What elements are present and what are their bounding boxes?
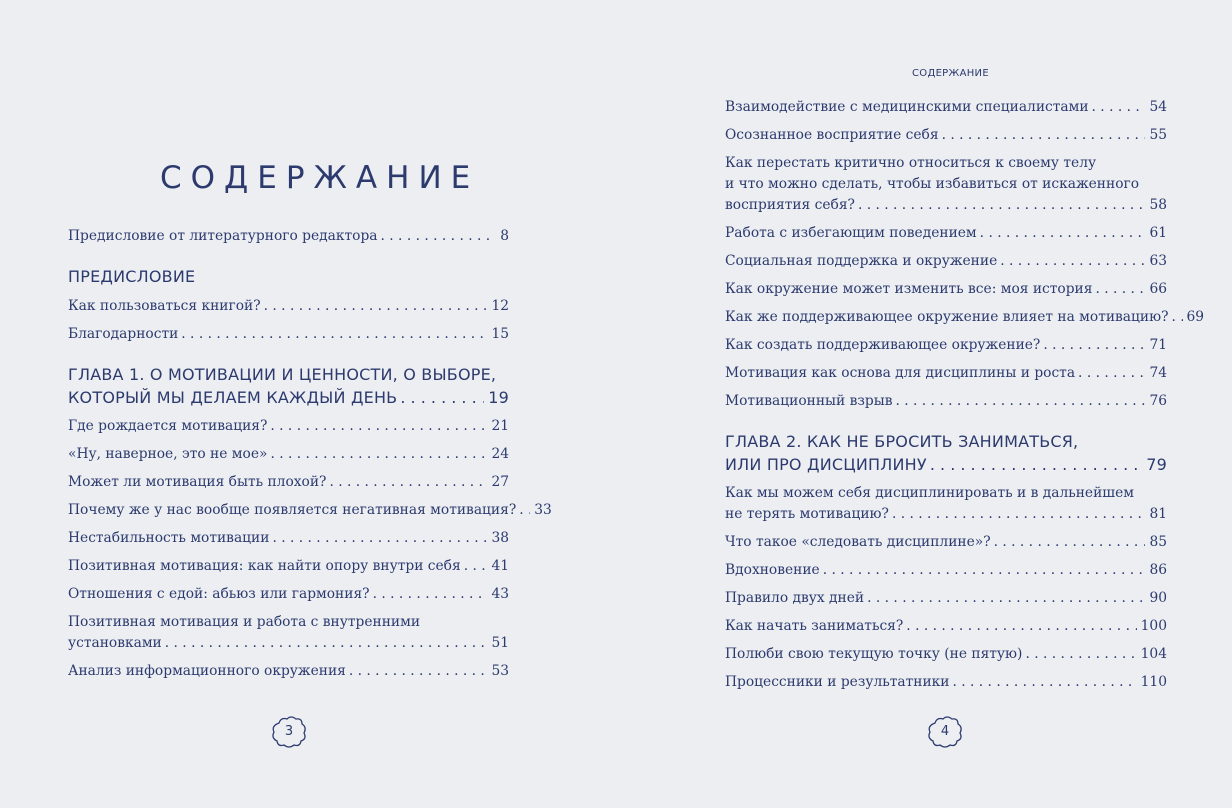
toc-entry (68, 500, 552, 521)
dot-leader (516, 500, 530, 521)
toc-entry-row (725, 560, 1167, 581)
toc-entry-title: «Ну, наверное, это не мое» (68, 446, 268, 462)
dot-leader (269, 528, 487, 549)
dot-leader (378, 226, 489, 247)
dot-leader (261, 296, 488, 317)
toc-entry-title: Благодарности (68, 326, 179, 342)
toc-entry-row (725, 504, 1167, 525)
toc-entry-title-line: Позитивная мотивация и работа с внутренними (68, 614, 421, 630)
toc-entry-title: Мотивация как основа для дисциплины и роста (725, 365, 1076, 381)
toc-entry-row (68, 444, 509, 465)
toc-entry-row (725, 125, 1167, 146)
toc-page-number: 53 (491, 663, 509, 679)
toc-entry-row (68, 500, 552, 521)
toc-entry-row (68, 661, 509, 682)
toc-entry-row (725, 251, 1167, 272)
toc-entry-title: Осознанное восприятие себя (725, 127, 939, 143)
dot-leader (892, 391, 1145, 412)
toc-entry-row (725, 97, 1167, 118)
toc-entry-title: Как пользоваться книгой? (68, 298, 261, 314)
toc-entry-title: Что такое «следовать дисциплине»? (725, 534, 991, 550)
toc-entry-title: Взаимодействие с медицинскими специалистами (725, 99, 1089, 115)
toc-page-number: 81 (1149, 506, 1167, 522)
toc-entry (725, 532, 1167, 553)
toc-entry-title-line: и что можно сделать, чтобы избавиться от искаженного (725, 176, 1140, 192)
toc-entry (725, 279, 1167, 300)
toc-entry-row (725, 363, 1167, 384)
toc-entry-title: Процессники и результатники (725, 674, 950, 690)
dot-leader (903, 616, 1136, 637)
toc-entry (725, 335, 1167, 356)
dot-leader (162, 633, 488, 654)
toc-entry-title: Позитивная мотивация: как найти опору внутри себя (68, 558, 461, 574)
toc-entry-row (68, 584, 509, 605)
toc-entry (68, 612, 509, 654)
toc-page-number: 41 (491, 558, 509, 574)
toc-entry-title: Как окружение может изменить все: моя история (725, 281, 1093, 297)
page-number-badge (925, 714, 965, 750)
toc-entry (725, 223, 1167, 244)
toc-entry-title: Где рождается мотивация? (68, 418, 268, 434)
toc-entry-row (68, 633, 509, 654)
toc-page-number: 110 (1140, 674, 1167, 690)
toc-entry-row (68, 386, 509, 409)
toc-entry (68, 661, 509, 682)
toc-chapter (68, 363, 509, 409)
toc-entry-title: Мотивационный взрыв (725, 393, 893, 409)
toc-entry-row (725, 307, 1205, 328)
toc-entry-title: установками (68, 635, 162, 651)
toc-entry-row (725, 672, 1167, 693)
dot-leader (939, 125, 1146, 146)
toc-page-number: 61 (1149, 225, 1167, 241)
toc-page-number: 58 (1149, 197, 1167, 213)
toc-entry-title: Полюби свою текущую точку (не пятую) (725, 646, 1023, 662)
toc-page-number: 69 (1186, 309, 1205, 325)
dot-leader (267, 444, 487, 465)
toc-entry (68, 324, 509, 345)
toc-entry-title: Отношения с едой: абьюз или гармония? (68, 586, 370, 602)
toc-entry-row (725, 532, 1167, 553)
running-head: СОДЕРЖАНИЕ (912, 68, 989, 79)
toc-entry-row (68, 296, 509, 317)
toc-entry-row (725, 279, 1167, 300)
dot-leader (370, 584, 488, 605)
toc-entry (68, 416, 509, 437)
dot-leader (326, 472, 487, 493)
toc-entry-title: Почему же у нас вообще появляется негативная мотивация? (68, 502, 517, 518)
dot-leader (949, 672, 1136, 693)
toc-page-number: 51 (491, 635, 509, 651)
toc-entry-row (68, 528, 509, 549)
dot-leader (977, 223, 1146, 244)
toc-chapter (725, 430, 1167, 476)
dot-leader (1022, 644, 1136, 665)
toc-entry-title-line: Как мы можем себя дисциплинировать и в дальнейшем (725, 485, 1135, 501)
dot-leader (997, 251, 1145, 272)
toc-entry (725, 125, 1167, 146)
toc-entry (725, 391, 1167, 412)
toc-list (725, 97, 1205, 700)
toc-entry-title-line: ГЛАВА 2. КАК НЕ БРОСИТЬ ЗАНИМАТЬСЯ, (725, 432, 1079, 451)
toc-page-number: 24 (491, 446, 509, 462)
toc-entry-title: Правило двух дней (725, 590, 865, 606)
toc-entry-row (68, 472, 509, 493)
toc-entry-row (725, 195, 1167, 216)
toc-entry (725, 483, 1167, 525)
toc-entry-row (725, 223, 1167, 244)
toc-page-number: 74 (1149, 365, 1167, 381)
toc-entry-row (68, 556, 509, 577)
toc-page-number: 90 (1149, 590, 1167, 606)
dot-leader (1169, 307, 1183, 328)
toc-section-heading: ПРЕДИСЛОВИЕ (68, 267, 196, 286)
toc-page-number: 85 (1149, 534, 1167, 550)
toc-entry-title: Как же поддерживающее окружение влияет на мотивацию? (725, 309, 1169, 325)
dot-leader (820, 560, 1146, 581)
dot-leader (1092, 279, 1145, 300)
toc-page-number: 66 (1149, 281, 1167, 297)
toc-entry-row (725, 616, 1167, 637)
toc-page-number: 38 (491, 530, 509, 546)
dot-leader (267, 416, 487, 437)
toc-entry-row (725, 391, 1167, 412)
toc-page-number: 86 (1149, 562, 1167, 578)
toc-entry-title: Вдохновение (725, 562, 820, 578)
toc-entry (725, 588, 1167, 609)
toc-entry (68, 528, 509, 549)
toc-page-number: 76 (1149, 393, 1167, 409)
dot-leader (991, 532, 1146, 553)
dot-leader (889, 504, 1145, 525)
page-title: СОДЕРЖАНИЕ (160, 160, 480, 196)
toc-list (68, 226, 552, 689)
toc-entry-row (68, 416, 509, 437)
toc-page-number: 71 (1149, 337, 1167, 353)
toc-page-number: 63 (1149, 253, 1167, 269)
toc-entry-title: ИЛИ ПРО ДИСЦИПЛИНУ (725, 455, 927, 474)
toc-entry (725, 672, 1167, 693)
toc-page-number: 79 (1146, 455, 1167, 474)
toc-page-number: 54 (1149, 99, 1167, 115)
dot-leader (1075, 363, 1145, 384)
page-number: 3 (284, 724, 294, 739)
toc-entry-title: Как начать заниматься? (725, 618, 904, 634)
dot-leader (346, 661, 488, 682)
toc-entry-title-line: Как перестать критично относиться к своему телу (725, 155, 1097, 171)
toc-page-number: 55 (1149, 127, 1167, 143)
dot-leader (864, 588, 1145, 609)
toc-entry-row (725, 588, 1167, 609)
toc-page-number: 104 (1140, 646, 1167, 662)
dot-leader (927, 453, 1142, 476)
toc-page-number: 100 (1140, 618, 1167, 634)
dot-leader (397, 386, 484, 409)
toc-entry (725, 560, 1167, 581)
dot-leader (461, 556, 488, 577)
toc-page-number: 15 (491, 326, 509, 342)
right-page (616, 0, 1232, 808)
toc-entry (68, 556, 509, 577)
toc-entry-title: Анализ информационного окружения (68, 663, 346, 679)
toc-entry-row (68, 226, 509, 247)
toc-entry-title: Нестабильность мотивации (68, 530, 270, 546)
toc-entry-title: восприятия себя? (725, 197, 855, 213)
toc-entry (725, 251, 1167, 272)
dot-leader (178, 324, 487, 345)
page-number-badge (269, 714, 309, 750)
toc-entry-row (725, 453, 1167, 476)
toc-entry-title: Работа с избегающим поведением (725, 225, 977, 241)
toc-entry (68, 296, 509, 317)
toc-entry-title-line: ГЛАВА 1. О МОТИВАЦИИ И ЦЕННОСТИ, О ВЫБОРЕ, (68, 365, 497, 384)
toc-entry-row (68, 324, 509, 345)
page-number: 4 (940, 724, 950, 739)
toc-page-number: 19 (488, 388, 509, 407)
dot-leader (1089, 97, 1146, 118)
dot-leader (1040, 335, 1145, 356)
toc-entry-row (725, 335, 1167, 356)
toc-entry (725, 97, 1167, 118)
toc-page-number: 43 (491, 586, 509, 602)
toc-entry-title: Социальная поддержка и окружение (725, 253, 998, 269)
toc-entry-title: Может ли мотивация быть плохой? (68, 474, 327, 490)
toc-entry (68, 444, 509, 465)
toc-entry (68, 226, 509, 247)
toc-entry-title: Предисловие от литературного редактора (68, 228, 378, 244)
toc-page-number: 21 (491, 418, 509, 434)
toc-entry (725, 307, 1205, 328)
toc-entry (725, 363, 1167, 384)
toc-page-number: 12 (491, 298, 509, 314)
dot-leader (855, 195, 1145, 216)
toc-entry-title: КОТОРЫЙ МЫ ДЕЛАЕМ КАЖДЫЙ ДЕНЬ (68, 388, 398, 407)
toc-entry (725, 644, 1167, 665)
toc-entry (68, 584, 509, 605)
toc-entry-title: Как создать поддерживающее окружение? (725, 337, 1041, 353)
toc-page-number: 27 (491, 474, 509, 490)
toc-page-number: 8 (500, 228, 509, 244)
toc-entry (68, 472, 509, 493)
toc-entry (725, 616, 1167, 637)
toc-page-number: 33 (534, 502, 552, 518)
toc-entry-row (725, 644, 1167, 665)
toc-entry (725, 153, 1167, 216)
toc-entry-title: не терять мотивацию? (725, 506, 889, 522)
